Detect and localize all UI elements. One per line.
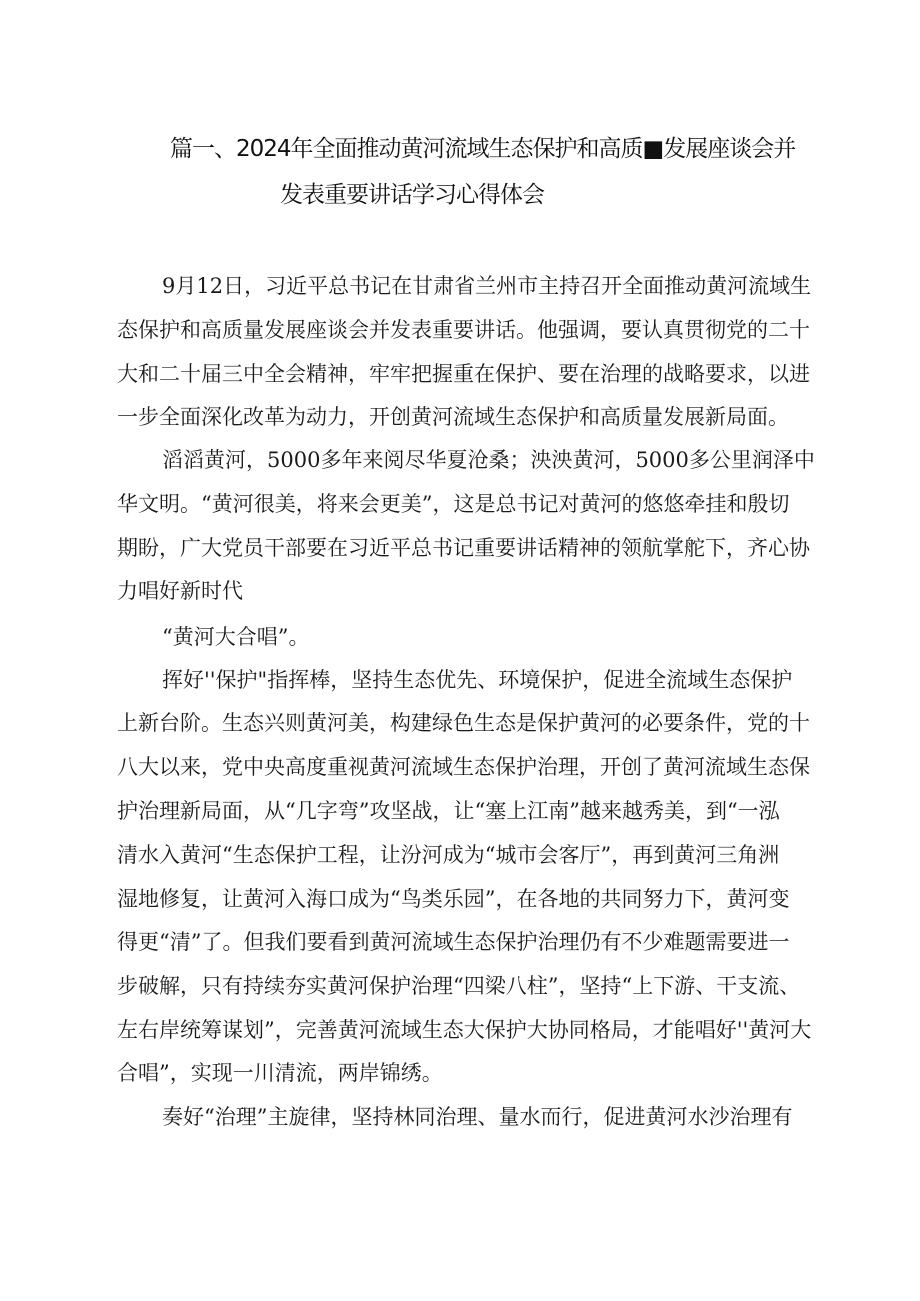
paragraph-2-line-4: 力唱好新时代 xyxy=(117,579,243,603)
paragraph-4-line-6: 湿地修复，让黄河入海口成为“鸟类乐园”，在各地的共同努力下，黄河变 xyxy=(117,887,790,911)
document-title-line-2: 发表重要讲话学习心得体会 xyxy=(280,182,544,208)
paragraph-4-line-8: 步破解，只有持续夯实黄河保护治理“四梁八柱”，坚持“上下游、干支流、 xyxy=(117,974,801,998)
paragraph-2-line-3: 期盼，广大党员干部要在习近平总书记重要讲话精神的领航掌舵下，齐心协 xyxy=(117,536,810,560)
document-title-line-1: 篇一、2024年全面推动黄河流域生态保护和高质■发展座谈会并 xyxy=(170,136,796,162)
paragraph-4-line-9: 左右岸统筹谋划”，完善黄河流域生态大保护大协同格局，才能唱好''黄河大 xyxy=(117,1018,812,1042)
paragraph-1-line-2: 态保护和高质量发展座谈会并发表重要讲话。他强调，要认真贯彻党的二十 xyxy=(117,318,810,342)
paragraph-1-line-3: 大和二十届三中全会精神，牢牢把握重在保护、要在治理的战略要求，以进 xyxy=(117,362,810,386)
paragraph-1-line-4: 一步全面深化改革为动力，开创黄河流域生态保护和高质量发展新局面。 xyxy=(117,405,789,429)
paragraph-4-line-7: 得更“清”了。但我们要看到黄河流域生态保护治理仍有不少难题需要进一 xyxy=(117,930,790,954)
paragraph-4-line-10: 合唱”，实现一川清流，两岸锦绣。 xyxy=(117,1061,443,1085)
paragraph-4-line-2: 上新台阶。生态兴则黄河美，构建绿色生态是保护黄河的必要条件，党的十 xyxy=(117,711,810,735)
paragraph-5-line-1: 奏好“治理”主旋律，坚持林同治理、量水而行，促进黄河水沙治理有 xyxy=(162,1105,793,1129)
paragraph-4-line-5: 清水入黄河“生态保护工程，让汾河成为“城市会客厅”，再到黄河三角洲 xyxy=(117,843,780,867)
paragraph-4-line-1: 挥好''保护"指挥棒，坚持生态优先、环境保护，促进全流域生态保护 xyxy=(162,668,793,692)
paragraph-3-line-1: “黄河大合唱”。 xyxy=(162,625,310,649)
paragraph-2-line-1: 滔滔黄河，5000多年来阅尽华夏沧桑；泱泱黄河，5000多公里润泽中 xyxy=(162,448,815,472)
paragraph-1-line-1: 9月12日，习近平总书记在甘肃省兰州市主持召开全面推动黄河流域生 xyxy=(162,274,812,298)
paragraph-4-line-4: 护治理新局面，从“几字弯”攻坚战，让“塞上江南”越来越秀美，到“一泓 xyxy=(117,799,780,823)
paragraph-4-line-3: 八大以来，党中央高度重视黄河流域生态保护治理，开创了黄河流域生态保 xyxy=(117,755,810,779)
paragraph-2-line-2: 华文明。“黄河很美，将来会更美”，这是总书记对黄河的悠悠牵挂和殷切 xyxy=(117,492,790,516)
